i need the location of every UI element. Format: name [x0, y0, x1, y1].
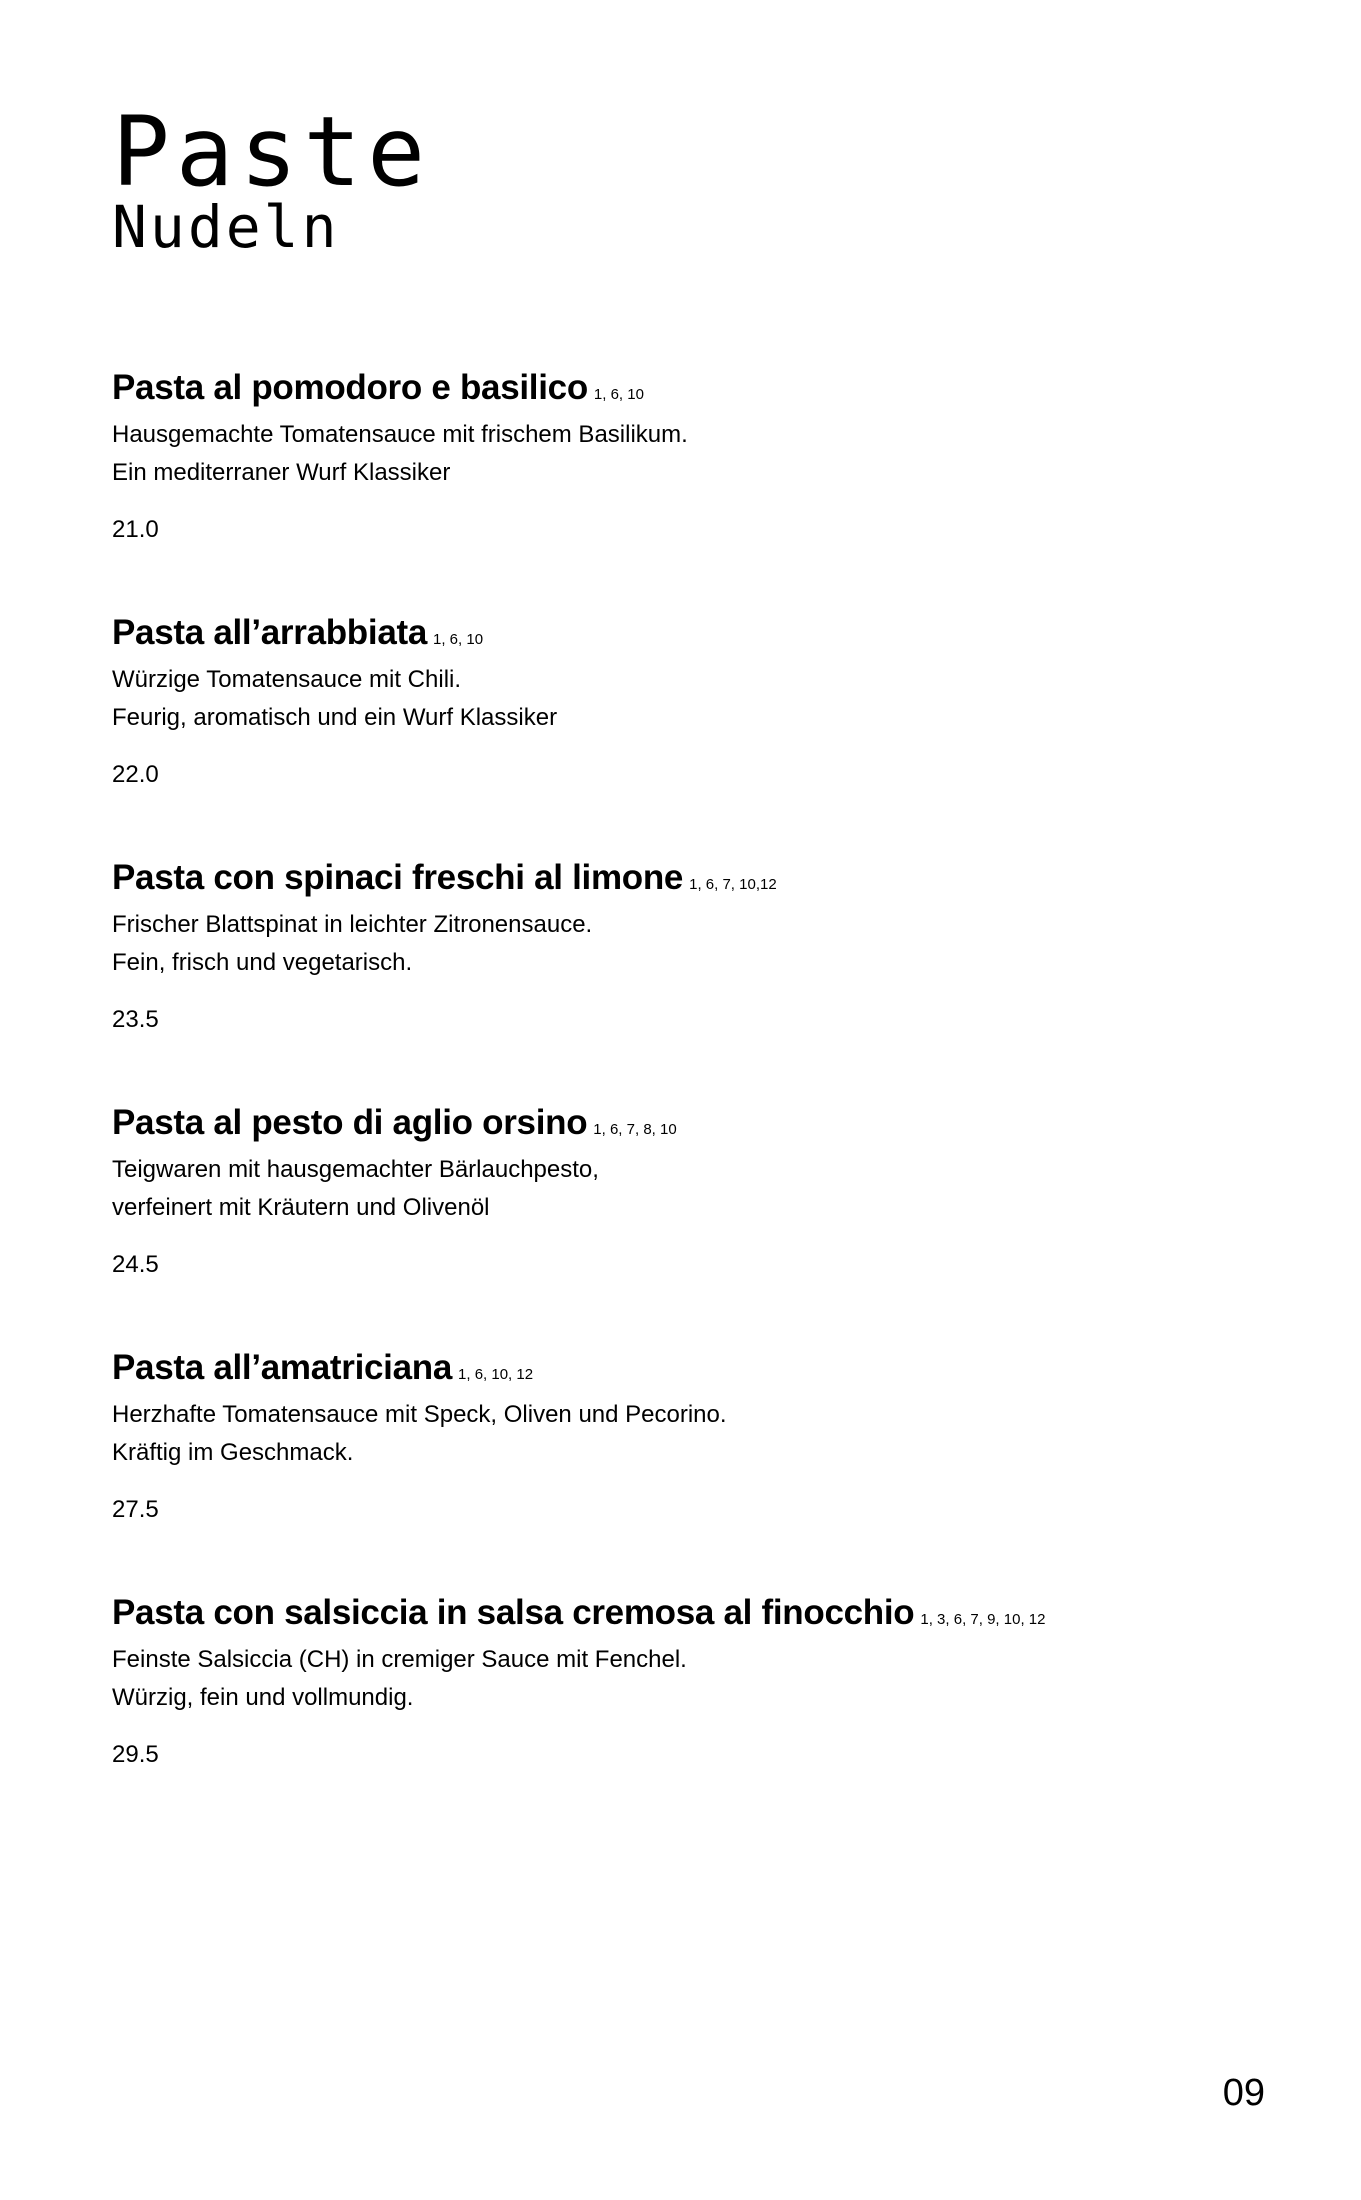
item-description-line: Feurig, aromatisch und ein Wurf Klassiker [112, 704, 558, 731]
item-allergens: 1, 6, 7, 10,12 [689, 876, 777, 893]
item-description [112, 661, 1262, 737]
item-name: Pasta al pomodoro e basilico [112, 368, 588, 407]
item-description-line: Teigwaren mit hausgemachter Bärlauchpesto, [112, 1156, 599, 1183]
menu-list [112, 368, 1262, 1838]
menu-item [112, 858, 1262, 1103]
item-name-row [112, 1593, 1262, 1639]
item-description-line: Frischer Blattspinat in leichter Zitronensauce. [112, 911, 593, 938]
menu-item [112, 1593, 1262, 1838]
item-name-row [112, 1103, 1262, 1149]
item-description [112, 1396, 1262, 1472]
item-description-line: Herzhafte Tomatensauce mit Speck, Oliven und Pecorino. [112, 1401, 727, 1428]
item-price: 24.5 [112, 1251, 159, 1278]
item-allergens: 1, 6, 10 [593, 386, 644, 403]
item-name: Pasta all’amatriciana [112, 1348, 453, 1387]
item-description [112, 416, 1262, 492]
item-description [112, 1641, 1262, 1717]
item-price: 21.0 [112, 516, 159, 543]
item-name-row [112, 368, 1262, 414]
item-price: 29.5 [112, 1741, 159, 1768]
item-description-line: Feinste Salsiccia (CH) in cremiger Sauce mit Fenchel. [112, 1646, 687, 1673]
menu-item [112, 1103, 1262, 1348]
item-price: 27.5 [112, 1496, 159, 1523]
item-allergens: 1, 3, 6, 7, 9, 10, 12 [920, 1611, 1046, 1628]
menu-item [112, 1348, 1262, 1593]
item-description-line: Ein mediterraner Wurf Klassiker [112, 459, 451, 486]
page-subtitle: Nudeln [112, 193, 340, 261]
item-name: Pasta con spinaci freschi al limone [112, 858, 684, 897]
item-description-line: Hausgemachte Tomatensauce mit frischem Basilikum. [112, 421, 688, 448]
item-allergens: 1, 6, 7, 8, 10 [593, 1121, 677, 1138]
page-header [112, 96, 431, 261]
item-description-line: Fein, frisch und vegetarisch. [112, 949, 413, 976]
item-name: Pasta con salsiccia in salsa cremosa al finocchio [112, 1593, 915, 1632]
item-description-line: Würzig, fein und vollmundig. [112, 1684, 414, 1711]
page-number: 09 [1222, 2072, 1265, 2114]
item-description-line: verfeinert mit Kräutern und Olivenöl [112, 1194, 490, 1221]
item-name-row [112, 613, 1262, 659]
item-allergens: 1, 6, 10, 12 [458, 1366, 534, 1383]
item-price: 22.0 [112, 761, 159, 788]
item-name-row [112, 858, 1262, 904]
menu-item [112, 613, 1262, 858]
item-description [112, 906, 1262, 982]
item-name-row [112, 1348, 1262, 1394]
item-description-line: Würzige Tomatensauce mit Chili. [112, 666, 462, 693]
item-description [112, 1151, 1262, 1227]
item-description-line: Kräftig im Geschmack. [112, 1439, 354, 1466]
page-title: Paste [112, 96, 431, 208]
item-name: Pasta all’arrabbiata [112, 613, 427, 652]
item-name: Pasta al pesto di aglio orsino [112, 1103, 588, 1142]
menu-item [112, 368, 1262, 613]
item-price: 23.5 [112, 1006, 159, 1033]
item-allergens: 1, 6, 10 [433, 631, 484, 648]
